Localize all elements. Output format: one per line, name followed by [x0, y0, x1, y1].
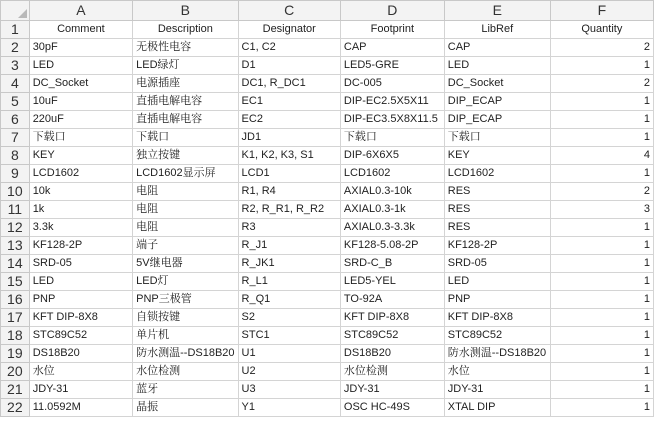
cell-description[interactable]: 电阻 — [133, 201, 238, 219]
table-row — [1, 399, 654, 417]
table-row — [1, 327, 654, 345]
cell-libref[interactable]: KFT DIP-8X8 — [444, 309, 550, 327]
cell-designator[interactable]: U3 — [238, 381, 340, 399]
cell-quantity[interactable]: 2 — [550, 183, 653, 201]
table-row — [1, 237, 654, 255]
column-header-a[interactable]: A — [29, 1, 132, 21]
cell-libref[interactable]: JDY-31 — [444, 381, 550, 399]
column-header-f[interactable]: F — [550, 1, 653, 21]
table-row — [1, 255, 654, 273]
cell-designator[interactable]: K1, K2, K3, S1 — [238, 147, 340, 165]
cell-footprint[interactable]: DS18B20 — [340, 345, 444, 363]
row-header[interactable]: 16 — [1, 291, 30, 309]
cell-quantity[interactable]: 1 — [550, 219, 653, 237]
row-header[interactable]: 1 — [1, 21, 30, 39]
cell-description[interactable]: PNP三极管 — [133, 291, 238, 309]
cell-libref[interactable]: KEY — [444, 147, 550, 165]
row-header[interactable]: 4 — [1, 75, 30, 93]
cell-description[interactable]: 5V继电器 — [133, 255, 238, 273]
row-header[interactable]: 7 — [1, 129, 30, 147]
cell-quantity[interactable]: 1 — [550, 309, 653, 327]
cell-description[interactable]: 无极性电容 — [133, 39, 238, 57]
cell-libref[interactable]: 防水测温--DS18B20 — [444, 345, 550, 363]
row-header[interactable]: 12 — [1, 219, 30, 237]
cell-designator[interactable]: U1 — [238, 345, 340, 363]
cell-quantity[interactable]: 1 — [550, 273, 653, 291]
cell-designator[interactable]: D1 — [238, 57, 340, 75]
cell-comment[interactable]: 30pF — [29, 39, 132, 57]
cell-comment[interactable]: 10uF — [29, 93, 132, 111]
cell-designator[interactable]: DC1, R_DC1 — [238, 75, 340, 93]
header-cell-footprint[interactable]: Footprint — [340, 21, 444, 39]
cell-quantity[interactable]: 1 — [550, 57, 653, 75]
row-header[interactable]: 19 — [1, 345, 30, 363]
header-cell-designator[interactable]: Designator — [238, 21, 340, 39]
cell-footprint[interactable]: 下载口 — [340, 129, 444, 147]
cell-footprint[interactable]: TO-92A — [340, 291, 444, 309]
cell-libref[interactable]: STC89C52 — [444, 327, 550, 345]
cell-designator[interactable]: EC1 — [238, 93, 340, 111]
row-header[interactable]: 11 — [1, 201, 30, 219]
cell-libref[interactable]: XTAL DIP — [444, 399, 550, 417]
cell-description[interactable]: 晶振 — [133, 399, 238, 417]
cell-libref[interactable]: RES — [444, 219, 550, 237]
cell-description[interactable]: 电阻 — [133, 183, 238, 201]
cell-quantity[interactable]: 1 — [550, 399, 653, 417]
cell-designator[interactable]: R_Q1 — [238, 291, 340, 309]
column-header-d[interactable]: D — [340, 1, 444, 21]
cell-footprint[interactable]: STC89C52 — [340, 327, 444, 345]
cell-footprint[interactable]: JDY-31 — [340, 381, 444, 399]
row-header[interactable]: 6 — [1, 111, 30, 129]
cell-comment[interactable]: KEY — [29, 147, 132, 165]
cell-quantity[interactable]: 4 — [550, 147, 653, 165]
row-header[interactable]: 14 — [1, 255, 30, 273]
row-header[interactable]: 15 — [1, 273, 30, 291]
cell-footprint[interactable]: OSC HC-49S — [340, 399, 444, 417]
row-header[interactable]: 18 — [1, 327, 30, 345]
table-row — [1, 345, 654, 363]
cell-description[interactable]: 蓝牙 — [133, 381, 238, 399]
cell-libref[interactable]: DC_Socket — [444, 75, 550, 93]
table-row — [1, 75, 654, 93]
row-header[interactable]: 10 — [1, 183, 30, 201]
table-row — [1, 165, 654, 183]
cell-designator[interactable]: R_J1 — [238, 237, 340, 255]
cell-footprint[interactable]: KF128-5.08-2P — [340, 237, 444, 255]
table-row — [1, 93, 654, 111]
cell-quantity[interactable]: 1 — [550, 291, 653, 309]
cell-comment[interactable]: LCD1602 — [29, 165, 132, 183]
row-header[interactable]: 3 — [1, 57, 30, 75]
cell-quantity[interactable]: 1 — [550, 363, 653, 381]
cell-libref[interactable]: KF128-2P — [444, 237, 550, 255]
cell-designator[interactable]: R_L1 — [238, 273, 340, 291]
cell-footprint[interactable]: DIP-EC2.5X5X11 — [340, 93, 444, 111]
cell-comment[interactable]: JDY-31 — [29, 381, 132, 399]
cell-designator[interactable]: STC1 — [238, 327, 340, 345]
cell-comment[interactable]: DS18B20 — [29, 345, 132, 363]
cell-designator[interactable]: Y1 — [238, 399, 340, 417]
cell-libref[interactable]: DIP_ECAP — [444, 111, 550, 129]
cell-comment[interactable]: 220uF — [29, 111, 132, 129]
cell-designator[interactable]: LCD1 — [238, 165, 340, 183]
table-row — [1, 183, 654, 201]
cell-description[interactable]: 单片机 — [133, 327, 238, 345]
cell-libref[interactable]: RES — [444, 201, 550, 219]
row-header[interactable]: 5 — [1, 93, 30, 111]
cell-libref[interactable]: LED — [444, 273, 550, 291]
cell-footprint[interactable]: KFT DIP-8X8 — [340, 309, 444, 327]
cell-comment[interactable]: 1k — [29, 201, 132, 219]
table-row — [1, 39, 654, 57]
cell-comment[interactable]: STC89C52 — [29, 327, 132, 345]
cell-description[interactable]: LCD1602显示屏 — [133, 165, 238, 183]
table-row — [1, 273, 654, 291]
row-header[interactable]: 8 — [1, 147, 30, 165]
cell-footprint[interactable]: CAP — [340, 39, 444, 57]
table-row — [1, 291, 654, 309]
table-row — [1, 147, 654, 165]
cell-description[interactable]: 电阻 — [133, 219, 238, 237]
cell-quantity[interactable]: 1 — [550, 327, 653, 345]
cell-designator[interactable]: EC2 — [238, 111, 340, 129]
cell-comment[interactable]: PNP — [29, 291, 132, 309]
cell-comment[interactable]: 10k — [29, 183, 132, 201]
cell-description[interactable]: 自锁按键 — [133, 309, 238, 327]
cell-footprint[interactable]: AXIAL0.3-10k — [340, 183, 444, 201]
cell-quantity[interactable]: 2 — [550, 75, 653, 93]
cell-description[interactable]: 下载口 — [133, 129, 238, 147]
cell-footprint[interactable]: LED5-GRE — [340, 57, 444, 75]
cell-libref[interactable]: CAP — [444, 39, 550, 57]
table-row — [1, 201, 654, 219]
row-header[interactable]: 9 — [1, 165, 30, 183]
cell-quantity[interactable]: 1 — [550, 255, 653, 273]
cell-quantity[interactable]: 1 — [550, 111, 653, 129]
cell-comment[interactable]: KFT DIP-8X8 — [29, 309, 132, 327]
table-row — [1, 309, 654, 327]
cell-footprint[interactable]: AXIAL0.3-1k — [340, 201, 444, 219]
cell-libref[interactable]: RES — [444, 183, 550, 201]
cell-designator[interactable]: R2, R_R1, R_R2 — [238, 201, 340, 219]
cell-comment[interactable]: 11.0592M — [29, 399, 132, 417]
cell-footprint[interactable]: DIP-6X6X5 — [340, 147, 444, 165]
row-header[interactable]: 22 — [1, 399, 30, 417]
cell-footprint[interactable]: DIP-EC3.5X8X11.5 — [340, 111, 444, 129]
row-header[interactable]: 13 — [1, 237, 30, 255]
cell-footprint[interactable]: 水位检测 — [340, 363, 444, 381]
cell-comment[interactable]: LED — [29, 273, 132, 291]
row-header[interactable]: 21 — [1, 381, 30, 399]
table-row — [1, 129, 654, 147]
cell-quantity[interactable]: 2 — [550, 39, 653, 57]
cell-libref[interactable]: PNP — [444, 291, 550, 309]
cell-quantity[interactable]: 1 — [550, 345, 653, 363]
cell-comment[interactable]: 下载口 — [29, 129, 132, 147]
cell-quantity[interactable]: 1 — [550, 129, 653, 147]
cell-libref[interactable]: DIP_ECAP — [444, 93, 550, 111]
cell-footprint[interactable]: DC-005 — [340, 75, 444, 93]
cell-designator[interactable]: U2 — [238, 363, 340, 381]
select-all-corner[interactable] — [1, 1, 30, 21]
header-cell-comment[interactable]: Comment — [29, 21, 132, 39]
row-header[interactable]: 20 — [1, 363, 30, 381]
cell-libref[interactable]: 下载口 — [444, 129, 550, 147]
table-row — [1, 381, 654, 399]
table-row — [1, 363, 654, 381]
column-header-e[interactable]: E — [444, 1, 550, 21]
cell-libref[interactable]: SRD-05 — [444, 255, 550, 273]
cell-comment[interactable]: SRD-05 — [29, 255, 132, 273]
cell-footprint[interactable]: LCD1602 — [340, 165, 444, 183]
cell-designator[interactable]: C1, C2 — [238, 39, 340, 57]
cell-quantity[interactable]: 1 — [550, 237, 653, 255]
cell-description[interactable]: 水位检测 — [133, 363, 238, 381]
cell-libref[interactable]: LED — [444, 57, 550, 75]
cell-footprint[interactable]: LED5-YEL — [340, 273, 444, 291]
cell-designator[interactable]: R_JK1 — [238, 255, 340, 273]
cell-quantity[interactable]: 3 — [550, 201, 653, 219]
cell-libref[interactable]: 水位 — [444, 363, 550, 381]
cell-footprint[interactable]: AXIAL0.3-3.3k — [340, 219, 444, 237]
cell-designator[interactable]: R1, R4 — [238, 183, 340, 201]
cell-description[interactable]: LED灯 — [133, 273, 238, 291]
cell-quantity[interactable]: 1 — [550, 93, 653, 111]
table-row — [1, 57, 654, 75]
cell-comment[interactable]: KF128-2P — [29, 237, 132, 255]
column-header-c[interactable]: C — [238, 1, 340, 21]
cell-comment[interactable]: DC_Socket — [29, 75, 132, 93]
row-header[interactable]: 17 — [1, 309, 30, 327]
table-row — [1, 219, 654, 237]
table-row — [1, 21, 654, 39]
cell-comment[interactable]: 水位 — [29, 363, 132, 381]
header-cell-description[interactable]: Description — [133, 21, 238, 39]
cell-description[interactable]: 端子 — [133, 237, 238, 255]
cell-designator[interactable]: JD1 — [238, 129, 340, 147]
cell-description[interactable]: 防水测温--DS18B20 — [133, 345, 238, 363]
cell-description[interactable]: LED绿灯 — [133, 57, 238, 75]
cell-comment[interactable]: LED — [29, 57, 132, 75]
cell-description[interactable]: 独立按键 — [133, 147, 238, 165]
cell-description[interactable]: 直插电解电容 — [133, 111, 238, 129]
header-cell-quantity[interactable]: Quantity — [550, 21, 653, 39]
row-header[interactable]: 2 — [1, 39, 30, 57]
cell-description[interactable]: 电源插座 — [133, 75, 238, 93]
cell-quantity[interactable]: 1 — [550, 381, 653, 399]
table-row — [1, 111, 654, 129]
cell-comment[interactable]: 3.3k — [29, 219, 132, 237]
cell-designator[interactable]: S2 — [238, 309, 340, 327]
header-cell-libref[interactable]: LibRef — [444, 21, 550, 39]
cell-designator[interactable]: R3 — [238, 219, 340, 237]
cell-libref[interactable]: LCD1602 — [444, 165, 550, 183]
cell-quantity[interactable]: 1 — [550, 165, 653, 183]
cell-footprint[interactable]: SRD-C_B — [340, 255, 444, 273]
column-header-b[interactable]: B — [133, 1, 238, 21]
cell-description[interactable]: 直插电解电容 — [133, 93, 238, 111]
